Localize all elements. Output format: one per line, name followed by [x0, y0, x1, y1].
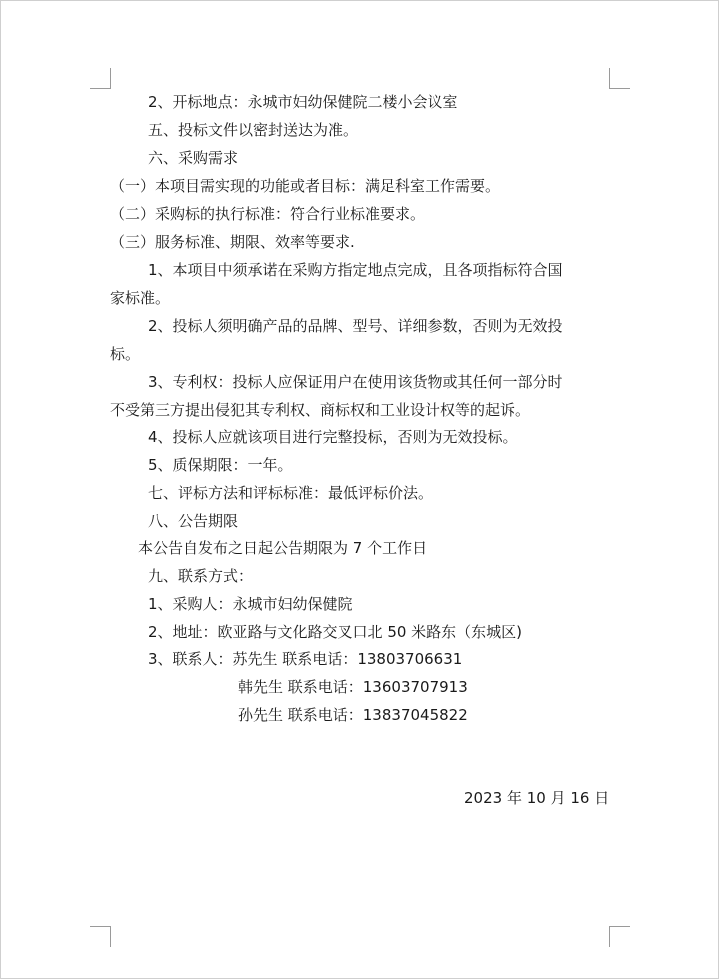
margin-mark-bottom-left — [90, 926, 111, 947]
margin-mark-bottom-right — [609, 926, 630, 947]
text-line: 八、公告期限 — [148, 512, 239, 530]
text-line: 七、评标方法和评标标准：最低评标价法。 — [148, 484, 434, 502]
text-line: 5、质保期限：一年。 — [148, 456, 293, 474]
text-line: 五、投标文件以密封送达为准。 — [148, 121, 359, 139]
text-line: （三）服务标准、期限、效率等要求. — [110, 233, 355, 251]
text-line: 1、本项目中须承诺在采购方指定地点完成，且各项指标符合国 — [148, 261, 563, 279]
text-line: 2、开标地点：永城市妇幼保健院二楼小会议室 — [148, 93, 458, 111]
text-line: 六、采购需求 — [148, 149, 239, 167]
text-line: 本公告自发布之日起公告期限为 7 个工作日 — [138, 539, 428, 557]
text-line: 韩先生 联系电话：13603707913 — [238, 678, 468, 696]
text-line: （一）本项目需实现的功能或者目标：满足科室工作需要。 — [110, 177, 501, 195]
text-line: 家标准。 — [110, 289, 171, 307]
text-line: 标。 — [110, 345, 141, 363]
text-line: 2、地址：欧亚路与文化路交叉口北 50 米路东（东城区) — [148, 623, 523, 641]
text-line: 2、投标人须明确产品的品牌、型号、详细参数，否则为无效投 — [148, 317, 563, 335]
text-line: 3、联系人：苏先生 联系电话：13803706631 — [148, 650, 463, 668]
text-line: 3、专利权：投标人应保证用户在使用该货物或其任何一部分时 — [148, 373, 563, 391]
text-line: 孙先生 联系电话：13837045822 — [238, 706, 468, 724]
text-line: （二）采购标的执行标准：符合行业标准要求。 — [110, 205, 426, 223]
text-line: 九、联系方式： — [148, 567, 254, 585]
margin-mark-top-left — [90, 68, 111, 89]
text-line: 1、采购人：永城市妇幼保健院 — [148, 595, 353, 613]
text-line: 4、投标人应就该项目进行完整投标，否则为无效投标。 — [148, 428, 518, 446]
text-line: 不受第三方提出侵犯其专利权、商标权和工业设计权等的起诉。 — [110, 401, 531, 419]
margin-mark-top-right — [609, 68, 630, 89]
document-date: 2023 年 10 月 16 日 — [464, 789, 610, 807]
